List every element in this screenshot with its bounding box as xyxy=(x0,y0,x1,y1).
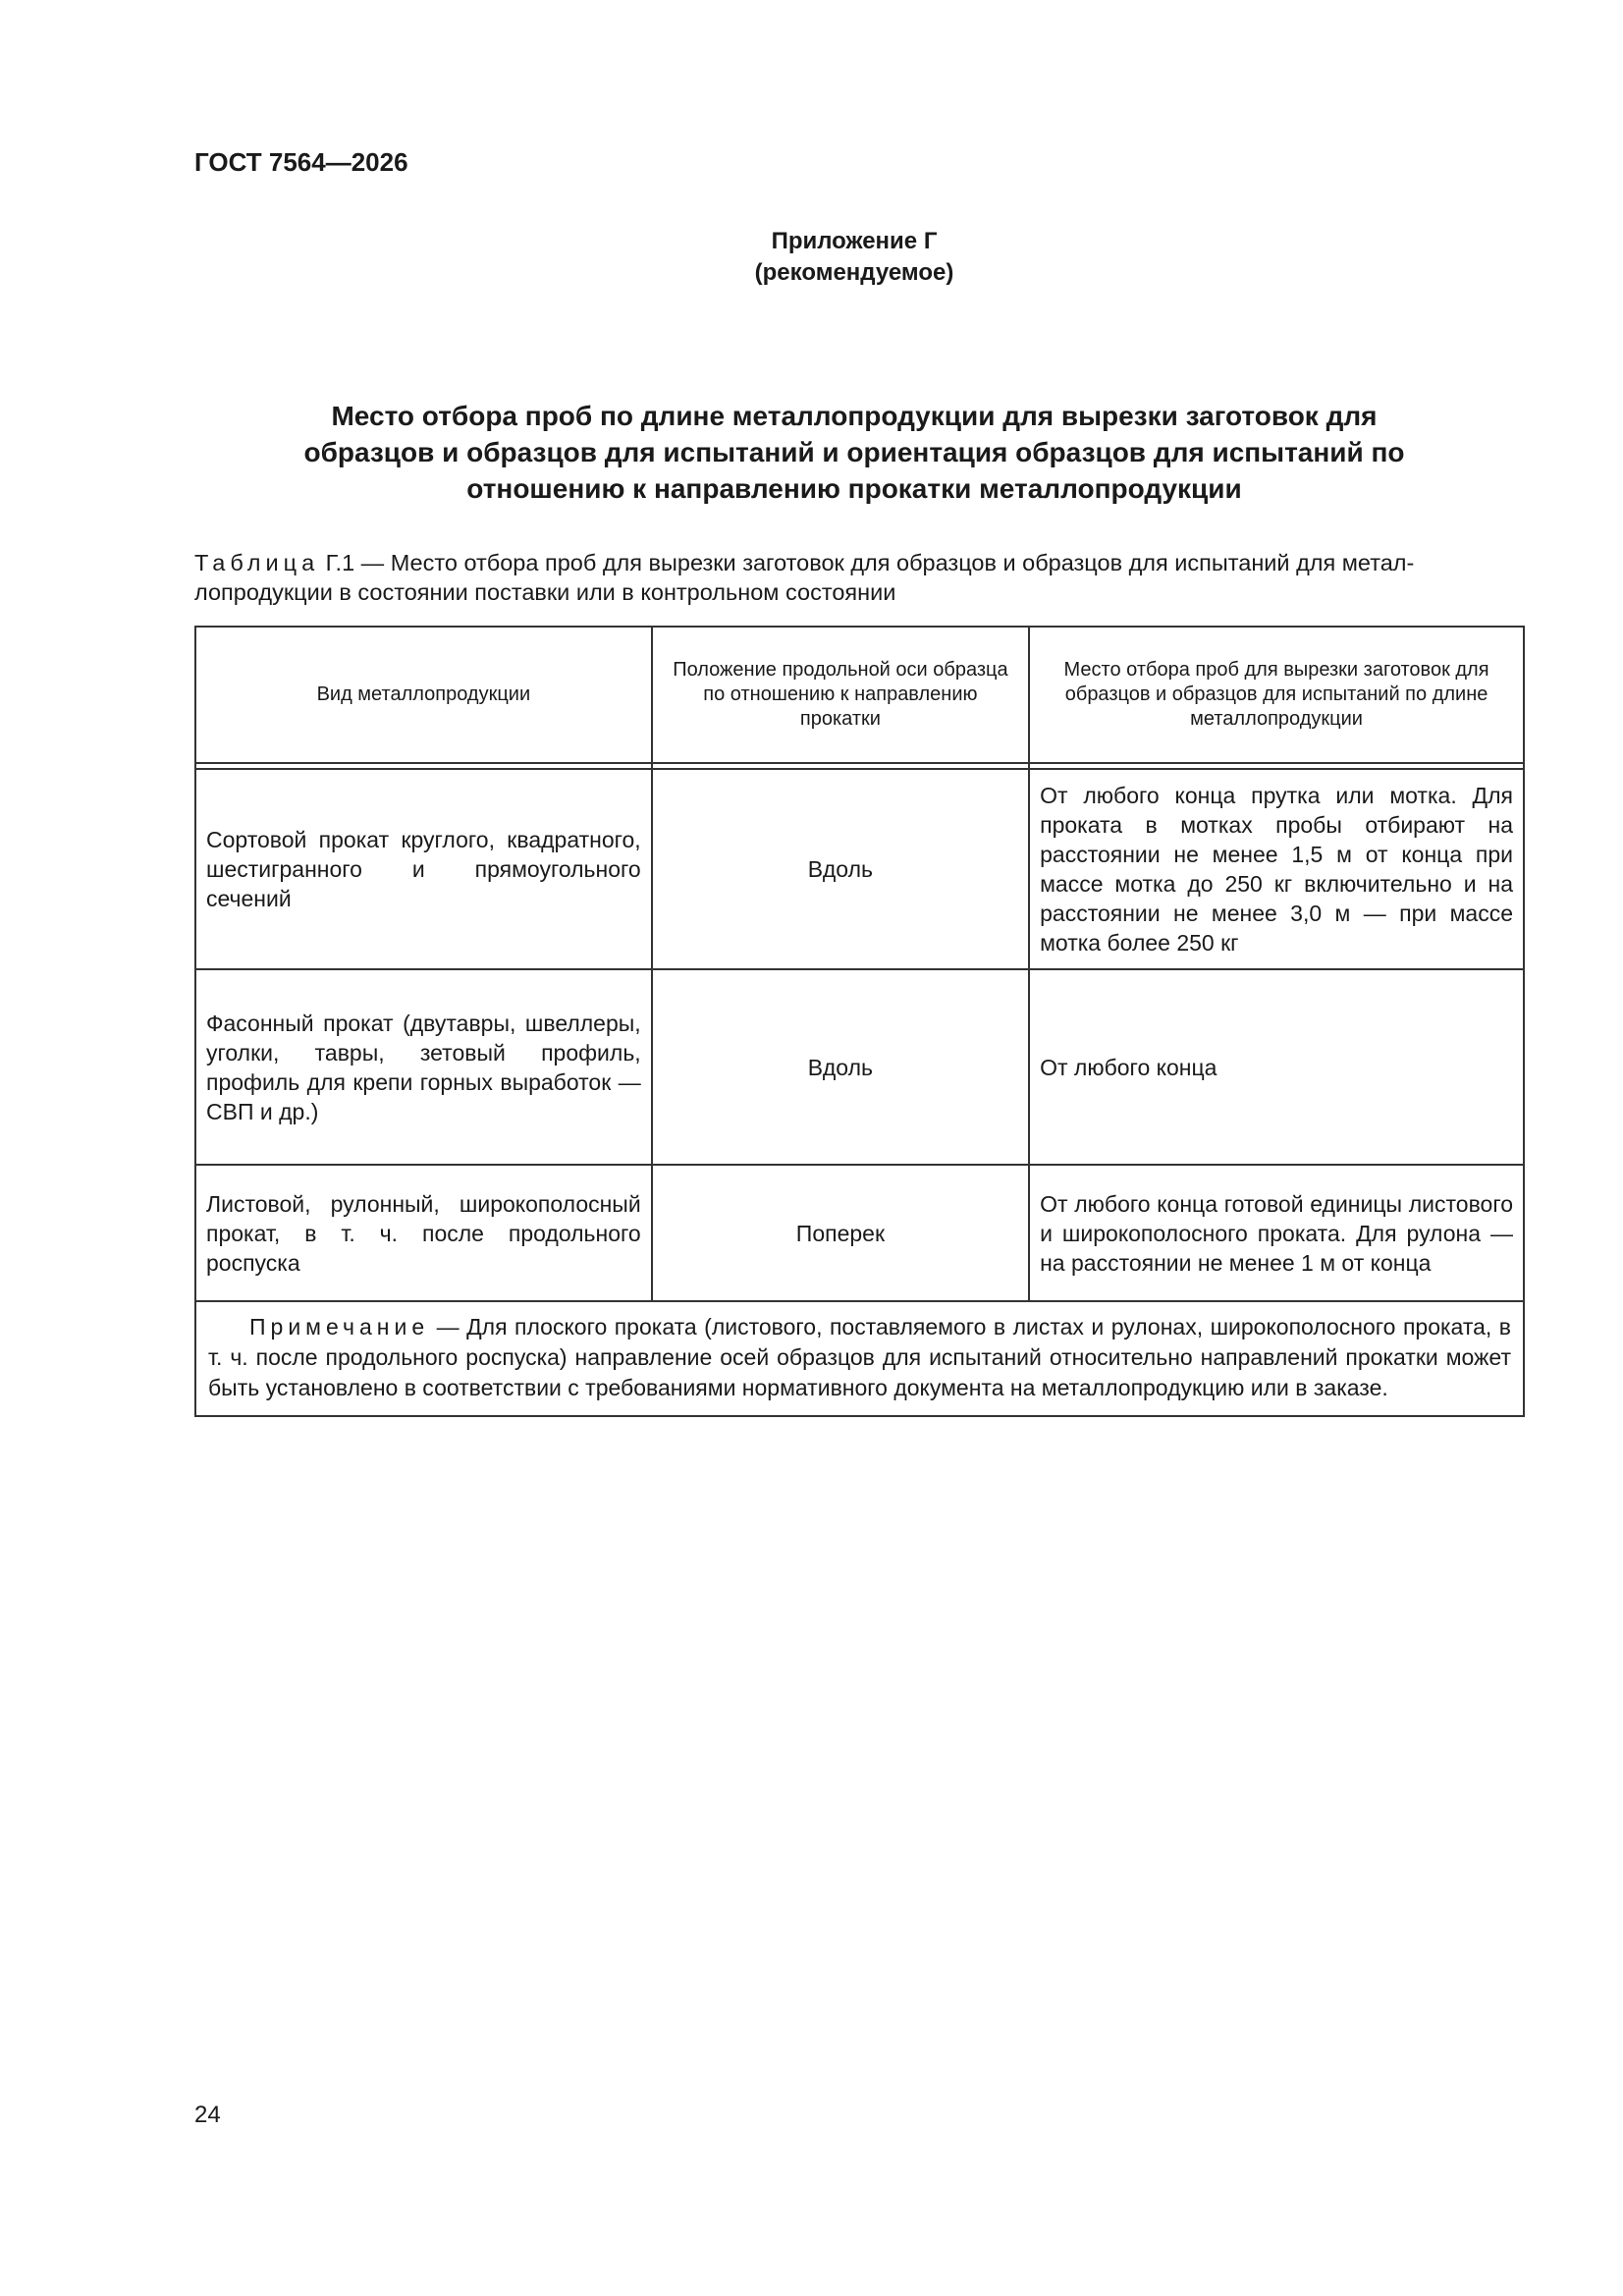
main-title xyxy=(255,398,1453,507)
document-header: ГОСТ 7564—2026 xyxy=(194,147,408,177)
table-caption xyxy=(194,548,1522,607)
page-number: 24 xyxy=(194,2102,221,2128)
table-caption-label: Таблица xyxy=(194,550,320,575)
appendix-title: Приложение Г xyxy=(771,228,938,254)
table-caption-text: лопродукции в состоянии поставки или в контрольном состоянии xyxy=(194,579,896,605)
cell-product-type: Листовой, рулонный, широкополосный прокат, в т. ч. после продольного роспуска xyxy=(195,1165,652,1301)
cell-product-type: Фасонный прокат (двутавры, швеллеры, уголки, тавры, зетовый профиль, профиль для крепи горных выработок — СВП и др.) xyxy=(195,969,652,1165)
table-row xyxy=(195,1165,1524,1301)
cell-sampling-place: От любого конца xyxy=(1029,969,1524,1165)
cell-sampling-place: От любого конца готовой единицы листового и широкополосного проката. Для рулона — на расстоянии не менее 1 м от конца xyxy=(1029,1165,1524,1301)
appendix-status: (рекомендуемое) xyxy=(754,259,954,286)
table-note-row xyxy=(195,1301,1524,1416)
header-axis-position: Положение продольной оси образца по отношению к направлению прокатки xyxy=(652,627,1029,763)
header-product-type: Вид металлопродукции xyxy=(195,627,652,763)
main-title-line: образцов и образцов для испытаний и ориентация образцов для испытаний по xyxy=(303,437,1405,467)
cell-axis-position: Вдоль xyxy=(652,969,1029,1165)
note-label: Примечание xyxy=(249,1314,430,1339)
sampling-table xyxy=(194,626,1525,1417)
cell-axis-position: Поперек xyxy=(652,1165,1029,1301)
table-row xyxy=(195,969,1524,1165)
cell-product-type: Сортовой прокат круглого, квадратного, шестигранного и прямоугольного сечений xyxy=(195,769,652,969)
cell-axis-position: Вдоль xyxy=(652,769,1029,969)
main-title-line: отношению к направлению прокатки металлопродукции xyxy=(466,473,1242,504)
table-note xyxy=(195,1301,1524,1416)
cell-sampling-place: От любого конца прутка или мотка. Для проката в мотках пробы отбирают на расстоянии не менее 1,5 м от конца при массе мотка до 250 кг включительно и на расстоянии не менее 3,0 м — при массе мотка более 250 кг xyxy=(1029,769,1524,969)
header-sampling-place: Место отбора проб для вырезки заготовок для образцов и образцов для испытаний по длине металлопродукции xyxy=(1029,627,1524,763)
note-text: — Для плоского проката (листового, поставляемого в листах и рулонах, широкополосного проката, в т. ч. после продольного роспуска) направление осей образцов для испытаний относительно направлений прокатки может быть установлено в соответствии с требованиями нормативного документа на металлопродукцию или в заказе. xyxy=(208,1314,1511,1400)
table-caption-text: Г.1 — Место отбора проб для вырезки заготовок для образцов и образцов для испытаний для метал- xyxy=(319,550,1415,575)
main-title-line: Место отбора проб по длине металлопродукции для вырезки заготовок для xyxy=(331,401,1378,431)
table-row xyxy=(195,769,1524,969)
